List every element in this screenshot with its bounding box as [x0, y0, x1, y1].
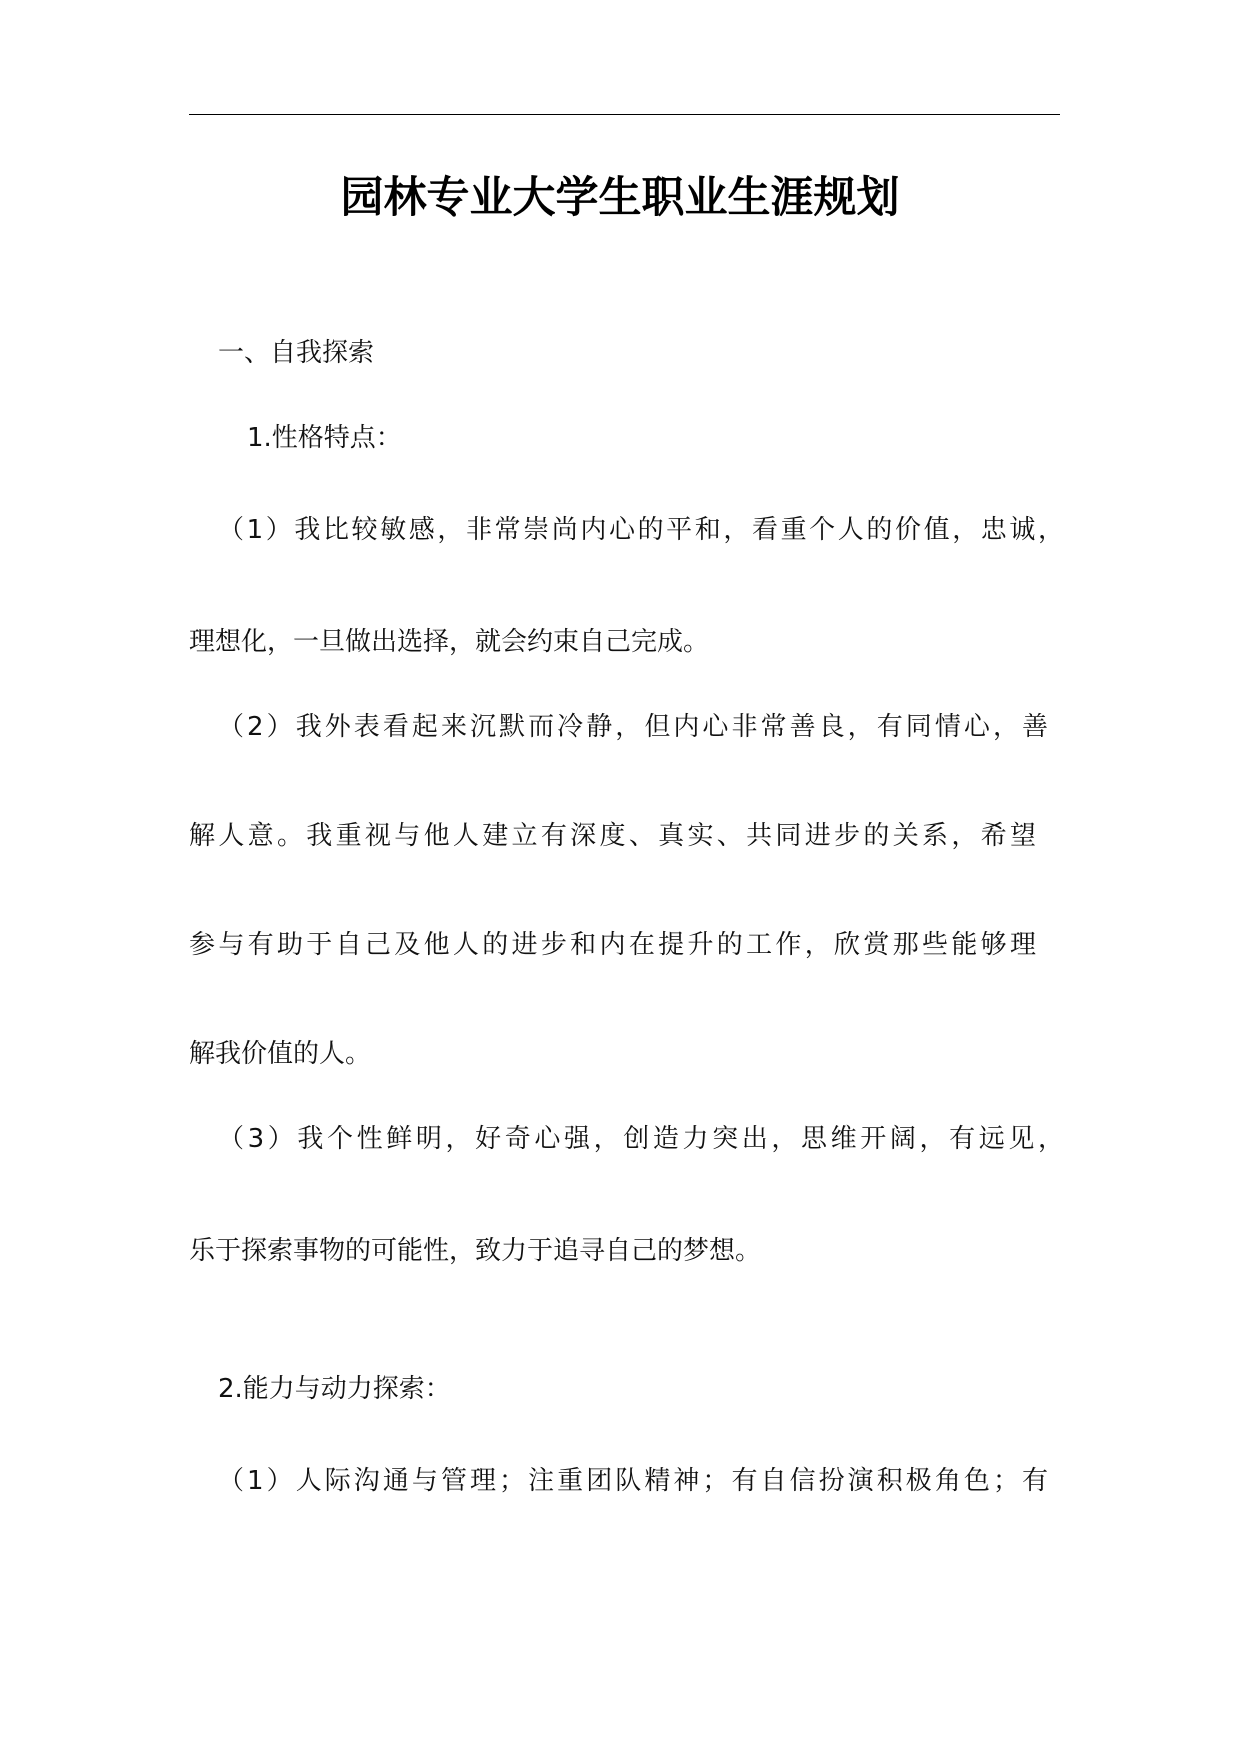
- subheading-ability-motivation: 2.能力与动力探索：: [218, 1374, 451, 1404]
- paragraph-2-line-4: 解我价值的人。: [189, 1039, 372, 1069]
- subheading-personality: 1.性格特点：: [247, 423, 402, 453]
- header-rule: [189, 114, 1060, 115]
- paragraph-3-line-2: 乐于探索事物的可能性，致力于追寻自己的梦想。: [189, 1236, 762, 1266]
- paragraph-1-line-1: （1）我比较敏感，非常崇尚内心的平和，看重个人的价值，忠诚，: [218, 515, 1064, 545]
- paragraph-2-line-2: 解人意。我重视与他人建立有深度、真实、共同进步的关系，希望: [189, 821, 1036, 851]
- paragraph-2-line-1: （2）我外表看起来沉默而冷静，但内心非常善良，有同情心，善: [218, 712, 1048, 742]
- paragraph-3-line-1: （3）我个性鲜明，好奇心强，创造力突出，思维开阔，有远见，: [218, 1124, 1064, 1154]
- section-heading-self-exploration: 一、自我探索: [218, 338, 375, 368]
- paragraph-2-line-3: 参与有助于自己及他人的进步和内在提升的工作，欣赏那些能够理: [189, 930, 1036, 960]
- paragraph-4-line-1: （1）人际沟通与管理；注重团队精神；有自信扮演积极角色；有: [218, 1466, 1048, 1496]
- document-title: 园林专业大学生职业生涯规划: [340, 173, 900, 223]
- paragraph-1-line-2: 理想化，一旦做出选择，就会约束自己完成。: [189, 627, 710, 657]
